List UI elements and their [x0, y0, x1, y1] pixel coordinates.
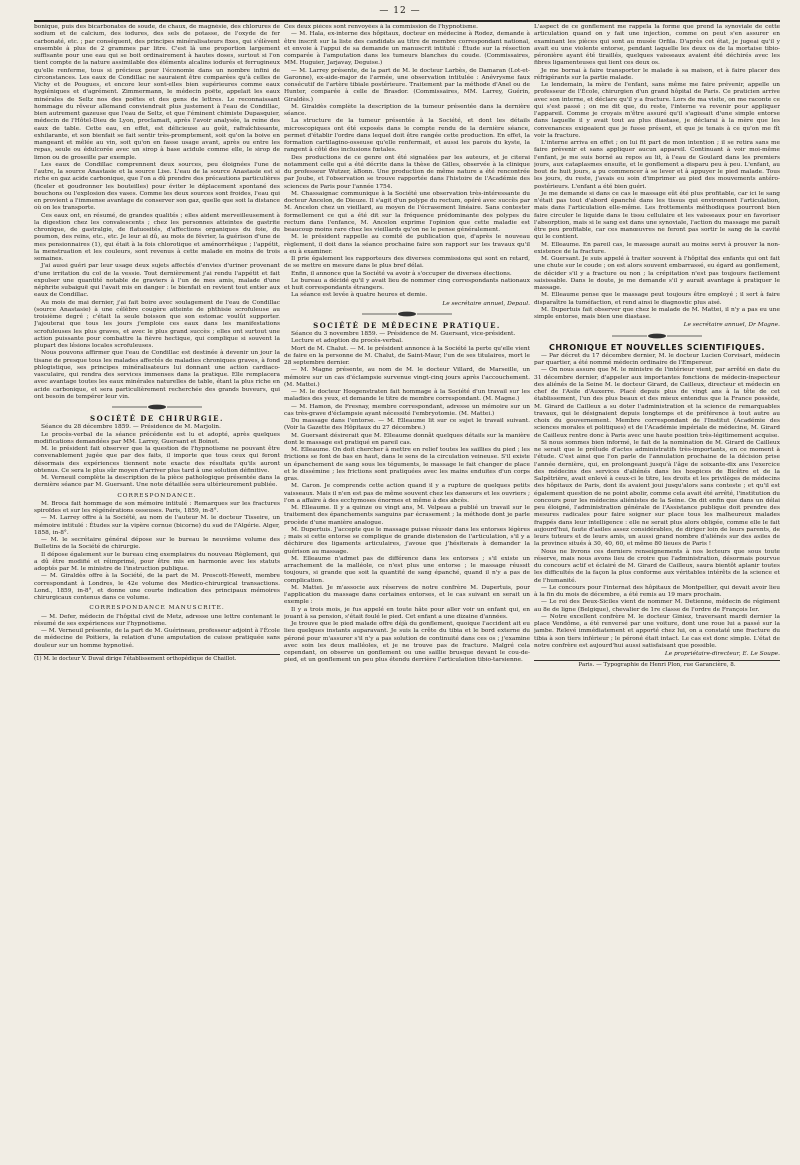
paragraph: Je trouve que le pied malade offre déjà du gonflement, quoique l'accident ait eu lieu quelques instants auparavant. Je suis la crête du tibia et le bord externe du péroné pour m'assurer s'il n'y a pas solution de continuité dans ces os ; j'examine avec soin les deux malléoles, et je ne trouve pas de fracture. Malgré cela cependant, on observe un gonflement ou une saillie brusque devant le cou-de-pied, et un gonflement un peu plus étendu derrière l'articulation tibio-tarsienne.: [284, 621, 530, 664]
paragraph: M. Elleaume. On doit chercher à mettre en relief toutes les saillies du pied ; les frictions se font de bas en haut, dans le sens de la circulation veineuse. S'il existe un épanchement de sang sous les téguments, le massage le fait changer de place et le dissémine ; les frictions sont pratiquées avec les mains enduites d'un corps gras.: [284, 447, 530, 482]
section-title-chronique: CHRONIQUE ET NOUVELLES SCIENTIFIQUES.: [548, 342, 765, 352]
paragraph: M. Elleaume. En pareil cas, le massage aurait au moins servi à prouver la non-existence de la fracture.: [534, 241, 780, 255]
paragraph: Lecture et adoption du procès-verbal.: [291, 338, 403, 345]
section-ornament: [112, 404, 202, 410]
paragraph: bonique, puis des bicarbonates de soude, de chaux, de magnésie, des chlorures de sodium et de calcium, des iodures, des sels de potasse, de l'oxyde de fer carbonaté, etc. ; par conséquent, des principes minéralisateurs fixes, qui s'élèvent ensemble à plus de 2 grammes par litre. C'est là une proportion largement suffisante pour une eau qui se boit ordinairement à hautes doses, surtout si l'on tient compte de la nature assimilable des éléments alcalins iodurés et ferrugineux qu'elle renferme, tous si précieux pour l'économie dans un nombre infini de circonstances. Les eaux de Condillac ne sauraient être comparées qu'à celles de Vichy et de Pougues, et encore leur sont-elles bien supérieures comme eaux hygiéniques et d'agrément. Zimmermann, le médecin poëte, appelait les eaux minérales de Seltz nos des poëtes et des gens de lettres. Le reconnaissant hommage du rêveur allemand conviendrait plus justement à l'eau de Condillac, bien autrement gazeuse que l'eau de Seltz, et que l'éminent chimiste Dupasquier, médecin de l'Hôtel-Dieu de Lyon, proclamait, après l'avoir analysée, la reine des eaux de table. Cette eau, en effet, est délicieuse au goût, rafraîchissante, exhilarante, et son bienfait se fait sentir très-promptement, soit qu'on la boive en mangeant et mêlée au vin, soit qu'on en fasse usage avant, après ou entre les repas, seule ou édulcorée avec un sirop à base acidule comme elle, le sirop de limon ou de groseille par exemple.: [34, 24, 280, 161]
section-ornament: [362, 311, 452, 317]
paragraph: Mort de M. Chalut. — M. le président annonce à la Société la perte qu'elle vient de faire en la personne de M. Chalut, de Saint-Maur, l'un de ses titulaires, mort le 28 septembre dernier.: [284, 345, 530, 366]
page-number: — 12 —: [379, 6, 421, 16]
paragraph: — On nous assure que M. le ministre de l'intérieur vient, par arrêté en date du 31 décembre dernier, d'appeler aux importantes fonctions de médecin-inspecteur des aliénés de la Seine M. le docteur Girard, de Cailleux, directeur et médecin en chef de l'Asile d'Auxerre. Placé depuis plus de vingt ans à la tête de cet établissement, l'un des plus beaux et des mieux entendus que la France possède, M. Girard de Cailleux a su doter l'administration et la science de remarquables travaux, qui le désignaient depuis longtemps et de préférence à tout autre au choix du gouvernement. Membre correspondant de l'Institut (Académie des sciences morales et politiques) et de l'Académie impériale de médecine, M. Girard de Cailleux rentre donc à Paris avec une haute position très-légitimement acquise.: [534, 367, 780, 439]
paragraph: M. Dupertuis fait observer que chez le malade de M. Mattei, il n'y a pas eu une simple entorse, mais bien une diastase.: [534, 306, 780, 320]
column-3: [534, 24, 780, 1149]
paragraph: M. le président rappelle au comité de publication que, d'après le nouveau règlement, il doit dans la séance prochaine faire son rapport sur les travaux qu'il a eu à examiner.: [284, 234, 530, 255]
paragraph: — M. Hala, ex-interne des hôpitaux, docteur en médecine à Rodez, demande à être inscrit sur la liste des candidats au titre de membre correspondant national, et envoie à l'appui de sa demande un manuscrit intitulé : Étude sur la résection comparée à l'amputation dans les tumeurs blanches du coude. (Commissaires, MM. Huguier, Jarjavay, Deguise.): [284, 31, 530, 67]
paragraph: — Le roi des Deux-Siciles vient de nommer M. Detienne, médecin de régiment au 8e de ligne (Belgique), chevalier de 1re classe de l'ordre de François Ier.: [534, 599, 780, 613]
paragraph: M. Verneuil complète la description de la pièce pathologique présentée dans la dernière séance par M. Guersant. Une note détaillée sera ultérieurement publiée.: [34, 475, 280, 489]
paragraph: Le lendemain, la mère de l'enfant, sans même me faire prévenir, appelle un professeur de l'École, chirurgien d'un grand hôpital de Paris. Ce praticien arrive avec son interne, et déclare qu'il y a fracture. Lors de ma visite, on me raconte ce qui s'est passé ; on me dit que, du reste, l'interne va revenir pour appliquer l'appareil. Comme je croyais m'être assuré qu'il s'agissait d'une simple entorse dans laquelle il y avait tout au plus diastase, je déclarai à la mère que les convenances exigeaient que je fusse présent, et que je tenais à ce qu'on me fît voir la fracture.: [534, 82, 780, 139]
section-title-societe-medecine-pratique: SOCIÉTÉ DE MÉDECINE PRATIQUE.: [313, 320, 501, 330]
paragraph: Il y a trois mois, je fus appelé en toute hâte pour aller voir un enfant qui, en jouant à sa pension, s'était foulé le pied. Cet enfant a une dizaine d'années.: [284, 606, 530, 620]
paragraph: Il prie également les rapporteurs des diverses commissions qui sont en retard, de se mettre en mesure dans le plus bref délai.: [284, 256, 530, 270]
paragraph: Il dépose également sur le bureau cinq exemplaires du nouveau Règlement, qui a dû être modifié et réimprimé, pour être mis en harmonie avec les statuts adoptés par M. le ministre de l'instruction publique.: [34, 551, 280, 572]
secretary-signature: Le secrétaire annuel, Dr Magne.: [683, 322, 780, 329]
paragraph: M. Mattei. Je m'associe aux réserves de notre confrère M. Dupertuis, pour l'application du massage dans certaines entorses, et le cas suivant en serait un exemple :: [284, 584, 530, 606]
section-title-societe-chirurgie: SOCIÉTÉ DE CHIRURGIE.: [90, 414, 224, 423]
paragraph: La séance est levée à quatre heures et demie.: [291, 292, 428, 299]
paragraph: — M. le docteur Hoogenstraten fait hommage à la Société d'un travail sur les maladies des yeux, et demande le titre de membre correspondant. (M. Magne.): [284, 389, 530, 403]
paragraph: M. Guersant. Je suis appelé à traiter souvent à l'hôpital des enfants qui ont fait une chute sur le coude ; on est alors souvent embarrassé, eu égard au gonflement, de décider s'il y a fracture ou non ; la crépitation n'est pas toujours facilement saisissable. Dans le doute, je me demande s'il y aurait avantage à pratiquer le massage.: [534, 256, 780, 291]
paragraph: M. Dupertuis. J'accepte que le massage puisse réussir dans les entorses légères ; mais si cette entorse se complique de grande distension de l'articulation, s'il y a déchirure des ligaments articulaires, j'avoue que j'hésiterais à demander la guérison au massage.: [284, 526, 530, 555]
paragraph: — Le concours pour l'internat des hôpitaux de Montpellier, qui devait avoir lieu à la fin du mois de décembre, a été remis au 19 mars prochain.: [534, 584, 780, 598]
paragraph: Le bureau a décidé qu'il y avait lieu de nommer cinq correspondants nationaux et huit correspondants étrangers.: [284, 277, 530, 291]
paragraph: Des productions de ce genre ont été signalées par les auteurs, et je citerai notamment celle qui a été décrite dans la thèse de Gilles, observée à la clinique du professeur Wutzer, àBonn. Une production de même nature a été rencontrée par Joube, et l'observation se trouve rapportée dans l'histoire de l'Académie des sciences de Paris pour l'année 1754.: [284, 154, 530, 190]
paragraph: — M. Verneuil présente, de la part de M. Guérineau, professeur adjoint à l'École de médecine de Poitiers, la relation d'une amputation de cuisse pratiquée sans douleur sur un homme hypnotisé.: [34, 628, 280, 649]
paragraph: Du massage dans l'entorse. — M. Elleaume lit sur ce sujet le travail suivant. (Voir la Gazette des Hôpitaux du 27 décembre.): [284, 418, 530, 432]
paragraph: Au mois de mai dernier, j'ai fait boire avec soulagement de l'eau de Condillac (source Anastasie) à une célèbre cougère atteinte de phthisie scrofuleuse au troisième degré ; c'était la seule boisson que son estomac voulût supporter. J'ajouterai que tous les jours j'emploie ces eaux dans les manifestations scrofuleuses les plus graves, et avec le plus grand succès ; elles ont surtout une action puissante pour combattre la fièvre hectique, qui complique si souvent la plupart des lésions locales scrofuleuses.: [34, 299, 280, 349]
section-ornament: [612, 333, 702, 339]
publisher-line: Le propriétaire-directeur, E. Le Soupe.: [664, 651, 780, 657]
paragraph: — Par décret du 17 décembre dernier, M. le docteur Lucien Corvisart, médecin par quartier, a été nommé médecin ordinaire de l'Empereur.: [534, 352, 780, 366]
paragraph: — M. Defer, médecin de l'hôpital civil de Metz, adresse une lettre contenant le résumé de ses expériences sur l'hypnotisme.: [34, 613, 280, 627]
paragraph: Ces deux pièces sont renvoyées à la commission de l'hypnotisme.: [284, 24, 478, 30]
paragraph: M. Elleaume. Il y a quinze ou vingt ans, M. Velpeau a publié un travail sur le traitement des épanchements sanguins par écrasement ; la méthode dont je parle procède d'une manière analogue.: [284, 505, 530, 526]
paragraph: Si nous sommes bien informé, le fait de la nomination de M. Girard de Cailleux ne serait que le prélude d'actes administratifs très-importants, en ce moment à l'étude. C'est ainsi que l'on parle de l'annulation prochaine de la décision prise l'année dernière, qui, en prolongeant jusqu'à l'âge de soixante-dix ans l'exercice des médecins des services d'aliénés dans les hospices de Bicêtre et de la Salpêtrière, avait enlevé à ceux-ci le titre, les droits et les privilèges de médecins des hôpitaux de Paris, dont ils avaient joui jusqu'alors sans conteste ; et qu'il est également question de ne point abolir, comme cela avait été arrêté, l'institution du concours pour les médecins aliénistes de la Seine. On dit enfin que dans un délai peu éloigné, l'administration générale de l'Assistance publique doit prendre des mesures radicales pour faire soigner sur place tous les malheureux malades frappés dans leur intelligence : elle ne serait plus alors obligée, comme elle le fait aujourd'hui, faute d'asiles assez considérables, de diriger loin de leurs parents, de leurs tuteurs et de leurs amis, un aussi grand nombre d'aliénés sur des asiles de la province situés à 30, 40, 60, et même 80 lieues de Paris !: [534, 439, 780, 548]
paragraph: — M. Hamon, de Fresnay, membre correspondant, adresse un mémoire sur un cas très-grave d'éclampsie ayant nécessité l'embryotomie. (M. Mattei.): [284, 403, 530, 417]
secretary-signature: Le secrétaire annuel, Depaul.: [442, 300, 530, 307]
header-rule: [34, 20, 780, 22]
session-line: Séance du 28 décembre 1859. — Présidence de M. Marjolin.: [41, 424, 221, 431]
paragraph: Enfin, il annonce que la Société va avoir à s'occuper de diverses élections.: [291, 270, 512, 277]
paragraph: La structure de la tumeur présentée à la Société, et dont les détails microscopiques ont été exposés dans le compte rendu de la dernière séance, permet d'établir l'ordre dans lequel doit être rangée cette production. En effet, la formation cartilagino-osseuse qu'elle renfermait, et aussi les parois du kyste, la rangent à côté des inclusions fœtales.: [284, 118, 530, 154]
paragraph: Le procès-verbal de la séance précédente est lu et adopté, après quelques modifications demandées par MM. Larrey, Guersant et Boinet.: [34, 431, 280, 445]
paragraph: — M. Giraldès offre à la Société, de la part de M. Prescott-Hewett, membre correspondant à Londres, le 42e volume des Medico-chirurgical transactions. Lond., 1859, in-8°, et donne une courte indication des principaux mémoires chirurgicaux contenus dans ce volume.: [34, 573, 280, 601]
printer-imprint: Paris. — Typographie de Henri Plon, rue Garancière, 8.: [534, 660, 780, 669]
paragraph: — M. Larrey offre à la Société, au nom de l'auteur M. le docteur Tisseire, un mémoire intitulé : Études sur la vipère cornue (bicorne) du sud de l'Algérie. Alger, 1858, in-8°.: [34, 515, 280, 536]
paragraph: — M. le secrétaire général dépose sur le bureau le neuvième volume des Bulletins de la Société de chirurgie.: [34, 537, 280, 551]
footnote: (1) M. le docteur V. Duval dirige l'établissement orthopédique de Chaillot.: [34, 654, 280, 663]
paragraph: L'interne arriva en effet ; on lui fit part de mon intention ; il se retira sans me faire prévenir et sans appliquer aucun appareil. Continuant à voir moi-même l'enfant, je me suis borné au repos au lit, à l'eau de Goulard dans les premiers jours, aux cataplasmes ensuite, et le gonflement a disparu peu à peu. L'enfant, au bout de huit jours, a pu commencer à se lever et à appuyer le pied malade. Tous les jours, du reste, j'avais eu soin d'imprimer au pied des mouvements antéro-postérieurs. L'enfant a été bien guéri.: [534, 140, 780, 190]
column-1: [34, 24, 280, 1149]
article-columns: [34, 24, 780, 1149]
paragraph: Ces eaux ont, en résumé, de grandes qualités ; elles aident merveilleusement à la digestion chez les convalescents ; chez les personnes atteintes de gastrite chronique, de gastralgie, de flatuosités, d'affections organiques du foie, du poumon, des reins, etc., etc. Je leur ai dû, au mois de février, la guérison d'une de mes pensionnaires (1), qui était à la fois chlorotique et aménorrhéique ; l'appétit, la menstruation et les couleurs, sont revenus à cette malade en moins de trois semaines.: [34, 212, 280, 262]
paragraph: — Notre excellent confrère M. le docteur Giniez, traversant mardi dernier la place Vendôme, a été renversé par une voiture, dont une roue lui a passé sur la jambe. Relevé immédiatement et apporté chez lui, on a constaté une fracture du tibia à son tiers inférieur ; le péroné était intact. Le cas est donc simple. L'état de notre confrère est aujourd'hui aussi satisfaisant que possible.: [534, 613, 780, 649]
paragraph: Je me bornai à faire transporter le malade à sa maison, et à faire placer des réfrigérants sur la partie malade.: [534, 67, 780, 81]
paragraph: Nous pouvons affirmer que l'eau de Condillac est destinée à devenir un jour la tisane de presque tous les malades affectés de maladies chroniques graves, à fond phlogistique, ses principes minéralisateurs lui donnant une action cardiaco-vasculaire, qui rendra des services immenses dans la pratique. Elle remplacera avec avantage toutes les eaux minérales naturelles de table, étant la plus riche en acide carbonique, et sera particulièrement recherchée des grands buveurs, qui ont besoin de tempérer leur vin.: [34, 350, 280, 400]
paragraph: — M. Larrey présente, de la part de M. le docteur Larbès, de Damaran (Lot-et-Garonne), ex-aide-major de l'armée, une observation intitulée : Anévrysme faux consécutif de l'artère tibiale postérieure. Traitement par la méthode d'Anel ou de Hunter, comparée à celle de Brasdor. (Commissaires, MM. Larrey, Guérin, Giraldès.): [284, 67, 530, 103]
paragraph: M. le président fait observer que la question de l'hypnotisme ne pouvant être convenablement jugée que par des faits, il importe que tous ceux qui feront désormais des expériences tiennent note exacte des résultats qu'ils auront obtenus. Ce sera le plus sûr moyen d'arriver plus tard à une solution définitive.: [34, 446, 280, 474]
paragraph: M. Guersant désirerait que M. Elleaume donnât quelques détails sur la manière dont le massage est pratiqué en pareil cas.: [284, 432, 530, 446]
paragraph: M. Chassaignac communique à la Société une observation très-intéressante du docteur Ancelon, de Dieuze. Il s'agit d'un polype du rectum, opéré avec succès par M. Ancelon chez un vieillard, au moyen de l'écrasement linéaire. Sans contester formellement ce qui a été dit sur la fréquence prédominante des polypes du rectum dans l'enfance, M. Ancelon exprime l'opinion que cette maladie est beaucoup moins rare chez les vieillards qu'on ne le pense généralement.: [284, 190, 530, 233]
paragraph: M. Elleaume pense que le massage peut toujours être employé ; il sert à faire disparaître la tuméfaction, et rend ainsi le diagnostic plus aisé.: [534, 292, 780, 306]
paragraph: L'aspect de ce gonflement me rappela la forme que prend la synoviale de cette articulation quand on y fait une injection, comme on peut s'en assurer en examinant les pièces qui sont au musée Orfila. D'après cet état, je jugeai qu'il y avait eu une violente entorse, pendant laquelle les deux os de la mortaise tibio-péronière ayant été tiraillés, quelques vaisseaux avaient été déchirés avec les fibres ligamenteuses qui lient ces deux os.: [534, 24, 780, 67]
paragraph: M. Giraldès complète la description de la tumeur présentée dans la dernière séance.: [284, 103, 530, 117]
subheading-correspondance-manuscrite: CORRESPONDANCE MANUSCRITE.: [89, 605, 225, 612]
subheading-correspondance: CORRESPONDANCE.: [117, 492, 197, 499]
paragraph: Nous ne livrons ces derniers renseignements à nos lecteurs que sous toute réserve, mais nous avons lieu de croire que l'administration, désormais pourvue du concours actif et éclairé de M. Girard de Cailleux, saura bientôt aplanir toutes les difficultés de la façon la plus conforme aux véritables intérêts de la science et de l'humanité.: [534, 548, 780, 584]
paragraph: J'ai aussi guéri par leur usage deux sujets affectés d'envies d'uriner provenant d'une irritation du col de la vessie. Tout dernièrement j'ai rendu l'appétit et fait expulser une quantité notable de graviers à l'un de mes amis, malade d'une néphrite subaiguë qui l'avait mis en danger : le bienfait en revient tout entier aux eaux de Condillac.: [34, 263, 280, 299]
paragraph: — M. Magne présente, au nom de M. le docteur Villard, de Marseille, un mémoire sur un cas d'éclampsie survenue vingt-cinq jours après l'accouchement. (M. Mattei.): [284, 367, 530, 388]
paragraph: Les eaux de Condillac comprennent deux sources, peu éloignées l'une de l'autre, la source Anastasie et la source Lise. L'eau de la source Anastasie est si riche en gaz acide carbonique, que l'on a dû prendre des précautions particulières (ficeler et goudronner les bouteilles) pour éviter le déplacement spontané des bouchons ou l'explosion des vases. Comme les deux sources sont froides, l'eau qui en provient a l'immense avantage de conserver son gaz, quelle que soit la distance où on les transporte.: [34, 161, 280, 212]
paragraph: M. Caron. Je comprends cette action quand il y a rupture de quelques petits vaisseaux. Mais il n'en est pas de même souvent chez les danseurs et les ouvriers ; l'on a affaire à des ecchymoses énormes et même à des abcès.: [284, 483, 530, 504]
paragraph: M. Broca fait hommage de son mémoire intitulé : Remarques sur les fractures spiroïdes et sur les régénérations osseuses. Paris, 1859, in-8°.: [34, 500, 280, 514]
paragraph: Je me demande si dans ce cas le massage eût été plus profitable, car ici le sang n'était pas tout d'abord épanché dans les tissus qui environnent l'articulation, mais dans l'articulation elle-même. Les frottements méthodiques pourront bien faire circuler le liquide dans le tissu cellulaire et les vaisseaux pour en favoriser l'absorption, mais si le sang est dans une synoviale, l'action du massage me paraît être peu profitable, car ces manœuvres ne feront pas sortir le sang de la cavité qui le contient.: [534, 190, 780, 241]
paragraph: M. Elleaume n'admet pas de différence dans les entorses ; s'il existe un arrachement de la malléole, ce n'est plus une entorse ; le massage réussit toujours, si grande que soit la quantité de sang épanché, quand il n'y a pas de complication.: [284, 555, 530, 584]
session-line: Séance du 3 novembre 1859. — Présidence de M. Guersant, vice-président.: [291, 331, 516, 337]
column-2: [284, 24, 530, 1149]
